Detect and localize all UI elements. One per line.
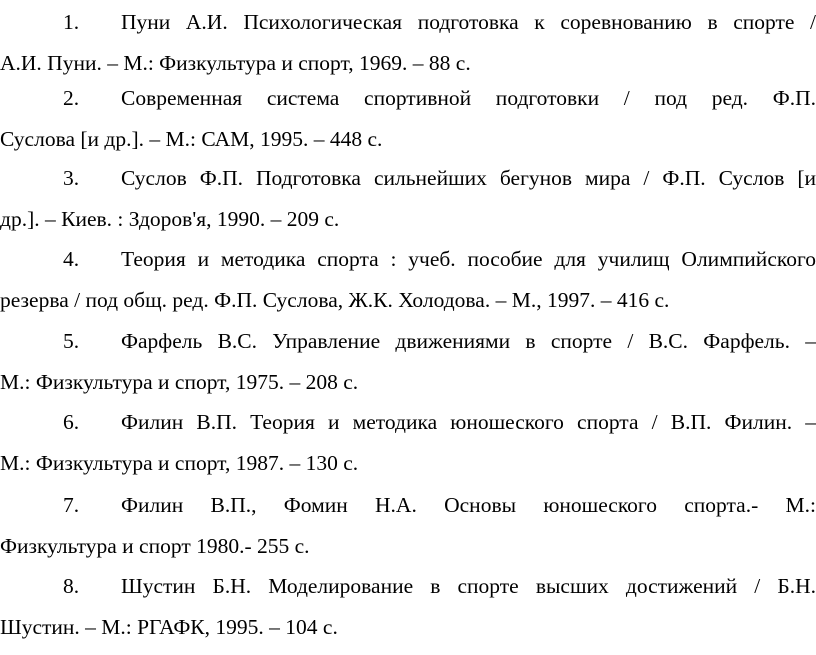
reference-number: 2. [63,86,80,110]
reference-item-2 [0,78,816,160]
reference-text-line-2: Суслова [и др.]. – М.: САМ, 1995. – 448 с. [0,127,383,151]
reference-number: 5. [63,329,80,353]
reference-item-7 [0,485,816,567]
reference-text-line-2: Шустин. – М.: РГАФК, 1995. – 104 с. [0,615,338,639]
reference-number: 8. [63,574,80,598]
reference-text-line-1: Филин В.П. Теория и методика юношеского спорта / В.П. Филин. – [121,410,816,434]
reference-text-line-2: резерва / под общ. ред. Ф.П. Суслова, Ж.К. Холодова. – М., 1997. – 416 с. [0,288,670,312]
reference-item-6 [0,402,816,484]
reference-item-8 [0,566,816,648]
reference-text-line-2: Физкультура и спорт 1980.- 255 с. [0,534,310,558]
reference-number: 4. [63,247,80,271]
reference-item-3 [0,158,816,240]
reference-text-line-1: Современная система спортивной подготовки / под ред. Ф.П. [121,86,816,110]
reference-item-5 [0,321,816,403]
reference-text-line-1: Суслов Ф.П. Подготовка сильнейших бегунов мира / Ф.П. Суслов [и [121,166,816,190]
reference-text-line-2: М.: Физкультура и спорт, 1987. – 130 с. [0,451,359,475]
reference-text-line-1: Филин В.П., Фомин Н.А. Основы юношеского спорта.- М.: [121,493,816,517]
reference-number: 3. [63,166,80,190]
reference-text-line-1: Теория и методика спорта : учеб. пособие для училищ Олимпийского [121,247,816,271]
reference-text-line-2: М.: Физкультура и спорт, 1975. – 208 с. [0,370,359,394]
reference-text-line-1: Пуни А.И. Психологическая подготовка к соревнованию в спорте / [121,10,816,34]
reference-text-line-1: Шустин Б.Н. Моделирование в спорте высших достижений / Б.Н. [121,574,816,598]
reference-number: 1. [63,10,80,34]
reference-item-4 [0,239,816,321]
reference-number: 6. [63,410,80,434]
reference-text-line-1: Фарфель В.С. Управление движениями в спорте / В.С. Фарфель. – [121,329,816,353]
reference-number: 7. [63,493,80,517]
reference-text-line-2: др.]. – Киев. : Здоров'я, 1990. – 209 с. [0,207,340,231]
reference-item-1 [0,2,816,84]
reference-text-line-2: А.И. Пуни. – М.: Физкультура и спорт, 1969. – 88 с. [0,51,471,75]
